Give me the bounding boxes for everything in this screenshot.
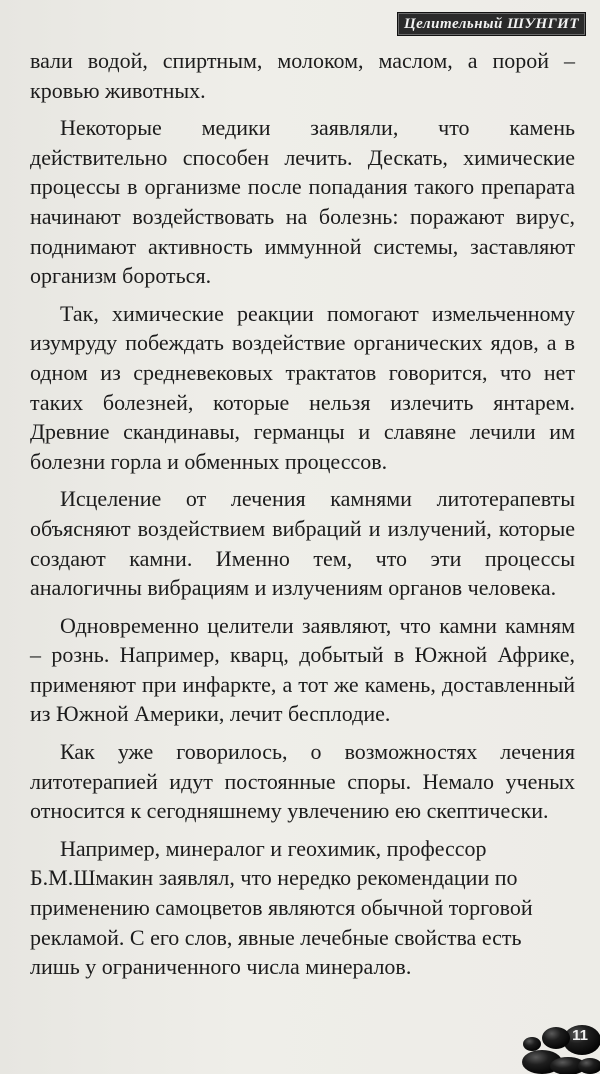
paragraph: вали водой, спиртным, молоком, маслом, а порой – кровью животных. [30, 48, 575, 103]
body-text [30, 46, 575, 990]
paragraph: Например, минералог и геохимик, профессор Б.М.Шмакин заявлял, что нередко рекомендации по применению самоцветов являются обычной торговой рекламой. С его слов, явные лечебные свойства есть лишь у ограниченного числа минералов. [30, 835, 533, 980]
running-header [397, 12, 586, 36]
paragraph: Одновременно целители заявляют, что камни камням – рознь. Например, кварц, добытый в Южной Африке, применяют при инфаркте, а тот же камень, доставленный из Южной Америки, лечит бесплодие. [30, 612, 575, 727]
paragraph: Некоторые медики заявляли, что камень действительно способен лечить. Дескать, химические процессы в организме после попадания такого препарата начинают воздействовать на болезнь: поражают вирус, поднимают активность иммунной системы, заставляют организм бороться. [30, 115, 575, 289]
paragraph: Как уже говорилось, о возможностях лечения литотерапией идут постоянные споры. Немало ученых относится к сегодняшнему увлечению ею скептически. [30, 739, 575, 824]
paragraph: Исцеление от лечения камнями литотерапевты объясняют воздействием вибраций и излучений, которые создают камни. Именно тем, что эти процессы аналогичны вибрациям и излучениям органов человека. [30, 486, 575, 601]
black-pebbles-icon [520, 1016, 600, 1074]
paragraph: Так, химические реакции помогают измельченному изумруду побеждать воздействие органических ядов, а в одном из средневековых трактатов говорится, что нет таких болезней, которые нельзя излечить янтарем. Древние скандинавы, германцы и славяне лечили им болезни горла и обменных процессов. [30, 300, 575, 474]
running-header-title: Целительный ШУНГИТ [403, 15, 579, 32]
page-number: 11 [572, 1027, 588, 1044]
